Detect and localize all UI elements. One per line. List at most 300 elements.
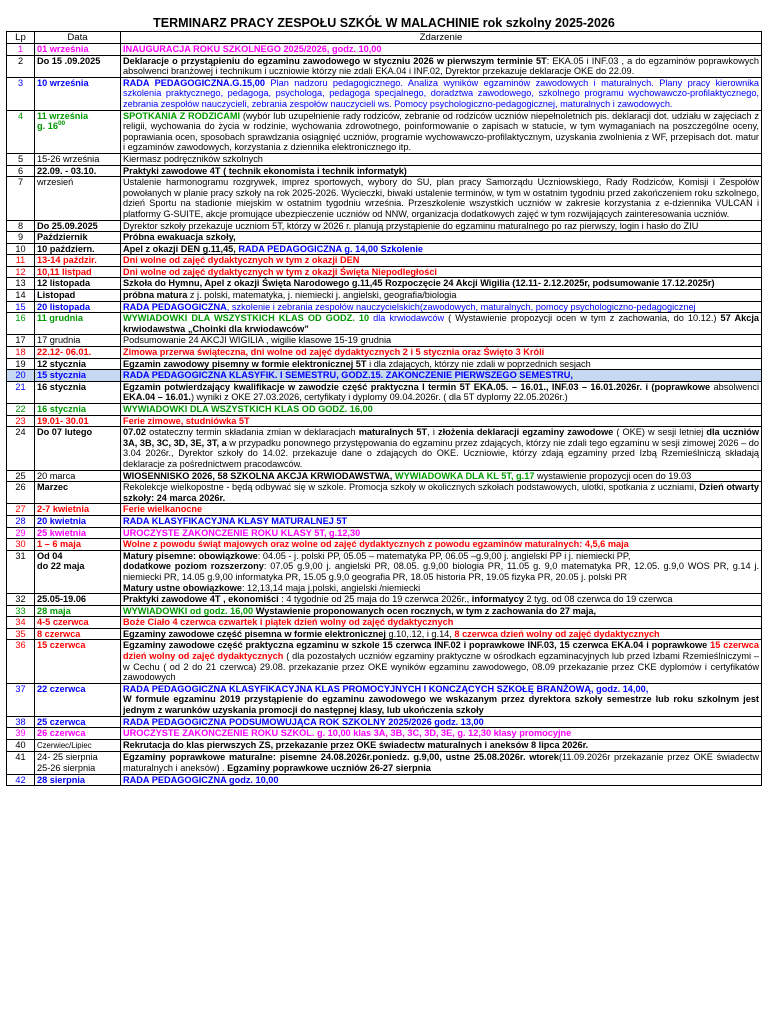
row-date — [35, 55, 121, 77]
text-run: Egzaminy poprawkowe uczniów 26-27 sierpnia — [227, 763, 431, 773]
row-number: 10 — [7, 243, 35, 255]
row-date — [35, 774, 121, 786]
row-event — [121, 153, 762, 165]
text-run: Dzień otwarty szkoły: 24 marca 2026r. — [123, 482, 759, 503]
row-date — [35, 539, 121, 551]
text-run: do 22 maja — [37, 561, 85, 572]
table-row — [7, 335, 762, 347]
row-date — [35, 335, 121, 347]
row-event — [121, 482, 762, 504]
text-run: 57 Akcja krwiodawstwa — [123, 313, 759, 334]
row-date — [35, 110, 121, 153]
row-event — [121, 739, 762, 752]
text-run: Boże Ciało 4 czerwca czwartek i piątek dzień wolny od zajęć dydaktycznych — [123, 617, 454, 628]
row-event — [121, 683, 762, 716]
text-run: Praktyki zawodowe 4T , ekonomiści — [123, 594, 279, 605]
text-run: Kiermasz podręczników szkolnych — [123, 153, 263, 164]
page-title: TERMINARZ PRACY ZESPOŁU SZKÓŁ W MALACHINIE rok szkolny 2025-2026 — [153, 16, 615, 30]
text-run: informatycy — [471, 594, 524, 605]
row-number: 21 — [7, 381, 35, 403]
text-run: wystawienie propozycji ocen do 19.03 — [534, 470, 692, 481]
row-event — [121, 313, 762, 335]
text-run: 10 październ. — [37, 243, 95, 254]
row-number: 34 — [7, 617, 35, 629]
row-number: 6 — [7, 165, 35, 177]
row-number: 37 — [7, 683, 35, 716]
row-event — [121, 594, 762, 606]
text-run: 8 czerwca — [37, 628, 81, 639]
text-run: 22.09. - 03.10. — [37, 165, 97, 176]
text-run: WYWIADOWKI od godz. 16,00 — [123, 605, 254, 616]
table-row — [7, 415, 762, 427]
text-run: 25.05-19.06 — [37, 594, 87, 605]
text-run: 10,11 listpad — [37, 266, 92, 277]
text-run: : EKA.05 i INF.03 , a do egzaminów poprawkowych absolwenci branżowej i technikum i uczniowie którzy nie zdali EKA.04 i INF.02, Dyrektor przekazuje deklaracje OKE do 22.09. — [123, 55, 759, 77]
row-event — [121, 774, 762, 786]
text-run: Egzaminy zawodowe część pisemna w formie elektronicznej — [123, 628, 386, 639]
row-date — [35, 470, 121, 482]
row-date — [35, 739, 121, 752]
row-date — [35, 415, 121, 427]
table-row — [7, 110, 762, 153]
row-date — [35, 347, 121, 359]
row-number: 31 — [7, 550, 35, 593]
text-run: 01 września — [37, 44, 89, 54]
row-date — [35, 482, 121, 504]
text-run: RADA PEDAGOGICZNA.G.15,00 — [123, 77, 265, 88]
table-row — [7, 404, 762, 416]
table-row — [7, 290, 762, 302]
text-run: : 4 tygodnie od 25 maja do 19 czerwca 2026r., — [278, 594, 472, 605]
row-event — [121, 278, 762, 290]
text-run: dla krwiodawców — [373, 313, 445, 324]
row-date — [35, 716, 121, 728]
table-row — [7, 44, 762, 56]
row-date — [35, 594, 121, 606]
row-event — [121, 301, 762, 313]
row-event — [121, 628, 762, 640]
row-event — [121, 232, 762, 244]
text-run: 17 grudnia — [37, 335, 81, 346]
row-number: 26 — [7, 482, 35, 504]
row-number: 13 — [7, 278, 35, 290]
text-run: , szkolenie i zebrania zespołów nauczycielskich(zawodowych, maturalnych, pomocy psychologiczno-pedagogicznej — [226, 301, 696, 312]
text-run: 07.02 — [123, 427, 146, 438]
row-date — [35, 301, 121, 313]
row-number: 9 — [7, 232, 35, 244]
table-row — [7, 370, 762, 382]
row-event — [121, 617, 762, 629]
table-row — [7, 539, 762, 551]
text-run: g. 16 — [37, 121, 58, 132]
row-date — [35, 728, 121, 740]
text-run: Deklaracje o przystąpieniu do egzaminu zawodowego w styczniu 2026 w pierwszym terminie 5T — [123, 55, 547, 66]
row-event — [121, 605, 762, 617]
text-run: dodatkowe poziom rozszerzony — [123, 561, 264, 572]
row-date — [35, 504, 121, 516]
text-run: i dla zdających, którzy nie zdali w poprzednich sesjach — [369, 358, 591, 369]
row-date — [35, 404, 121, 416]
text-run: 16 stycznia — [37, 381, 87, 392]
table-row — [7, 313, 762, 335]
row-event — [121, 177, 762, 220]
row-number: 35 — [7, 628, 35, 640]
text-run: Egzamin zawodowy pisemny w formie elektronicznej 5T — [123, 358, 370, 369]
text-run: 25 czerwca — [37, 716, 86, 727]
row-event — [121, 504, 762, 516]
text-run: 10 września — [37, 77, 89, 88]
row-event — [121, 165, 762, 177]
text-run: Apel z okazji DEN g.11,45, — [123, 243, 239, 254]
table-row — [7, 482, 762, 504]
schedule-table — [6, 31, 762, 786]
text-run: 25-26 sierpnia — [37, 763, 96, 773]
text-run: Do 15 .09.2025 — [37, 55, 101, 66]
row-date — [35, 290, 121, 302]
row-number: 40 — [7, 739, 35, 752]
text-run: Ferie zimowe, studniówka 5T — [123, 415, 250, 426]
text-run: RADA PEDAGOGICZNA godz. 10,00 — [123, 774, 279, 785]
row-number: 19 — [7, 358, 35, 370]
text-run: Rekrutacja do klas pierwszych ZS, przekazanie przez OKE świadectw maturalnych i aneksów 8 lipca 2026r. — [123, 739, 589, 750]
row-number: 14 — [7, 290, 35, 302]
row-event — [121, 44, 762, 56]
text-run: 25 kwietnia — [37, 527, 87, 538]
text-run: : 04.05 - j. polski PP, 05.05 – matematyka PP, 06.05 –g.9,00 j. angielski PP i j. niemiecki PP, — [257, 550, 631, 561]
text-run: 26 czerwca — [37, 728, 86, 739]
text-run: Próbna ewakuacja szkoły, — [123, 232, 236, 243]
row-date — [35, 243, 121, 255]
row-date — [35, 255, 121, 267]
row-event — [121, 243, 762, 255]
text-run: Dni wolne od zajęć dydaktycznych w tym z okazji DEN — [123, 255, 360, 266]
row-number: 18 — [7, 347, 35, 359]
row-date — [35, 683, 121, 716]
row-date — [35, 165, 121, 177]
text-run: Plan nadzoru pedagogicznego. Analiza wyników egzaminów zawodowych i maturalnych. Plany pracy kierownika szkolenia praktycznego, pedagoga, psychologa, pedagoga specjalnego, doradztwa zawodowego, szkolnego programu wychowawczo-profilaktycznego, zebrania zespołów nauczycieli, zebrania zespołów nauczycieli ws. Pomocy psychologiczno-pedagogicznej, maturalnych i zawodowych. — [123, 77, 759, 109]
row-event — [121, 358, 762, 370]
row-date — [35, 640, 121, 683]
text-run: 28 maja — [37, 605, 71, 616]
table-row — [7, 716, 762, 728]
text-run: 20 listopada — [37, 301, 91, 312]
row-number: 32 — [7, 594, 35, 606]
text-run: Podsumowanie 24 AKCJI WIGILIA , wigilie klasowe 15-19 grudnia — [123, 335, 392, 346]
text-run: ) wyniki z OKE 27.03.2026, certyfikaty i dyplomy 09.04.2026r. ( dla 5T dyplomy 22.05.2026r.) — [190, 392, 568, 403]
header-event: Zdarzenie — [121, 32, 762, 44]
text-run: Egzaminy zawodowe część praktyczna egzaminu w szkole 15 czerwca INF.02 i poprawkowe INF.03, 15 czerwca EKA.04 i poprawkowe — [123, 640, 711, 651]
text-run: W formule egzaminu 2019 przystąpienie do egzaminu zawodowego we wskazanym przez dyrektora szkoły semestrze lub roku szkolnym jest jednym z warunków uzyskania promocji do następnej klasy, lub ukończenia szkoły — [123, 694, 759, 716]
table-row — [7, 683, 762, 716]
row-number: 1 — [7, 44, 35, 56]
text-run: próbna matura — [123, 290, 190, 301]
row-number: 39 — [7, 728, 35, 740]
row-event — [121, 427, 762, 470]
table-row — [7, 617, 762, 629]
row-date — [35, 177, 121, 220]
text-run: złożenia deklaracji egzaminy zawodowe — [437, 427, 614, 438]
text-run: RADA PEDAGOGICZNA KLASYFIKACYJNA KLAS PROMOCYJNYCH I KONCZĄCYCH SZKOŁĘ BRANŻOWĄ, godz. 14,00, — [123, 683, 649, 694]
row-number: 25 — [7, 470, 35, 482]
row-number: 29 — [7, 527, 35, 539]
row-event — [121, 266, 762, 278]
table-row — [7, 301, 762, 313]
text-run: Marzec — [37, 482, 69, 493]
text-run: Dyrektor szkoły przekazuje uczniom 5T, którzy w 2026 r. planują przystąpienie do egzaminu maturalnego po raz pierwszy, login i hasło do ZIU — [123, 220, 699, 231]
row-number: 33 — [7, 605, 35, 617]
text-run: 11 września — [37, 110, 89, 121]
row-date — [35, 77, 121, 110]
text-run: Zimowa przerwa świąteczna, dni wolne od zajęć dydaktycznych 2 i 5 stycznia oraz Święto 3 Króli — [123, 347, 545, 358]
table-row — [7, 470, 762, 482]
text-run: 2-7 kwietnia — [37, 504, 90, 515]
header-date: Data — [35, 32, 121, 44]
text-run: Praktyki zawodowe 4T ( technik ekonomista i technik informatyk) — [123, 165, 407, 176]
text-run: INAUGURACJA ROKU SZKOLNEGO 2025/2026, godz. 10,00 — [123, 44, 382, 54]
text-run: Rekolekcje wielkopostne - będą odbywać się w szkole. Promocja szkoły w okolicznych szkołach podstawowych, ulotki, spotkania z uczniami, — [123, 482, 700, 493]
text-run: EKA.04 – 16.01. — [123, 392, 191, 403]
row-date — [35, 44, 121, 56]
text-run: , i — [427, 427, 438, 438]
text-run: (11.09.2026r przekazanie przez OKE świadectw maturalnych i aneksów) . — [123, 752, 759, 773]
table-row — [7, 504, 762, 516]
text-run: Wolne z powodu świąt majowych oraz wolne od zajęć dydaktycznych z powodu egzaminów maturalnych: 4,5,6 maja — [123, 539, 629, 550]
row-date — [35, 381, 121, 403]
row-date — [35, 617, 121, 629]
text-run: ( OKE) w sesji letniej — [613, 427, 707, 438]
row-date — [35, 313, 121, 335]
text-run: Czerwiec/Lipiec — [37, 740, 92, 750]
table-row — [7, 177, 762, 220]
text-run: Egzaminy poprawkowe maturalne: pisemne 24.08.2026r.poniedz. g.9,00, ustne 25.08.2026r. wtorek — [123, 752, 559, 763]
row-date — [35, 278, 121, 290]
table-row — [7, 278, 762, 290]
text-run: 16 stycznia — [37, 404, 87, 414]
table-row — [7, 594, 762, 606]
text-run: UROCZYSTE ZAKONCZENIE ROKU SZKOL. g. 10,00 klas 3A, 3B, 3C, 3D, 3E, g. 12,30 klasy promocyjne — [123, 728, 572, 739]
row-event — [121, 55, 762, 77]
table-row — [7, 628, 762, 640]
row-date — [35, 427, 121, 470]
table-row — [7, 381, 762, 403]
row-event — [121, 381, 762, 403]
text-run: 20 marca — [37, 470, 76, 481]
row-event — [121, 515, 762, 527]
text-run: ( Wystawienie propozycji ocen w tym z zachowania, do 10.12.) — [444, 313, 721, 324]
row-date — [35, 358, 121, 370]
text-run: Do 25.09.2025 — [37, 220, 98, 231]
row-number: 42 — [7, 774, 35, 786]
table-row — [7, 550, 762, 593]
row-number: 23 — [7, 415, 35, 427]
row-number: 15 — [7, 301, 35, 313]
text-run: ( dla pozostałych uczniów egzaminy praktyczne w ośrodkach egzaminacyjnych lub przed Izbami Rzemieślniczymi – w Cechu ( od 2 do 21 czerwca) 29.08. przekazanie przez OKE wyników egzaminu zawodowego, 08.09 przekazanie przez CKE dyplomów i certyfikatów zawodowych — [123, 651, 760, 683]
row-date — [35, 220, 121, 232]
table-row — [7, 427, 762, 470]
row-number: 36 — [7, 640, 35, 683]
row-date — [35, 752, 121, 774]
text-run: 00 — [57, 120, 66, 128]
text-run: 2 tyg. od 08 czerwca do 19 czerwca — [523, 594, 673, 605]
row-event — [121, 220, 762, 232]
text-run: UROCZYSTE ZAKONCZENIE ROKU KLASY 5T, g.12,30 — [123, 527, 361, 538]
text-run: WYWIADOWKI DLA WSZYSTKICH KLAS OD GODZ. 16,00 — [123, 404, 373, 414]
row-event — [121, 77, 762, 110]
text-run: z j. polski, matematyka, j. niemiecki j. angielski, geografia/biologia — [189, 290, 457, 301]
text-run: SPOTKANIA Z RODZICAMI — [123, 110, 241, 121]
table-row — [7, 728, 762, 740]
text-run: 19.01- 30.01 — [37, 415, 89, 426]
table-row — [7, 232, 762, 244]
text-run: 15 stycznia — [37, 370, 87, 381]
table-row — [7, 266, 762, 278]
text-run: WIOSENNISKO 2026, 58 SZKOLNA AKCJA KRWIODAWSTWA, — [123, 470, 395, 481]
text-run: WYWIADOWKI DLA WSZYSTKICH KLAS OD GODZ. 10 — [123, 313, 374, 324]
text-run: WYWIADOWKA DLA KL 5T, g.17 — [394, 470, 535, 481]
text-run: Matury pisemne: obowiązkowe — [123, 550, 258, 561]
text-run: Szkoła do Hymnu, Apel z okazji Święta Narodowego g.11,45 Rozpoczęcie 24 Akcji Wigilia (12.11- 2.12.2025r, podsumowanie 17.12.2025r) — [123, 278, 715, 289]
row-number: 41 — [7, 752, 35, 774]
text-run: 15 czerwca — [37, 640, 86, 651]
table-row — [7, 77, 762, 110]
row-event — [121, 716, 762, 728]
text-run: 11 grudnia — [37, 313, 83, 324]
table-row — [7, 55, 762, 77]
text-run: 20 kwietnia — [37, 515, 87, 526]
table-row — [7, 527, 762, 539]
row-event — [121, 728, 762, 740]
text-run: Egzamin potwierdzający kwalifikacje w zawodzie część praktyczna I termin 5T EKA.05. – 16.01., INF.03 – 16.01.2026r. i (poprawkowe — [123, 381, 714, 392]
text-run: 15 czerwca dzień wolny od zajęć dydaktycznych — [123, 640, 759, 662]
text-run: Ferie wielkanocne — [123, 504, 203, 515]
row-event — [121, 347, 762, 359]
row-event — [121, 470, 762, 482]
text-run: RADA KLASYFIKACYJNA KLASY MATURALNEJ 5T — [123, 515, 348, 526]
table-header-row — [7, 32, 762, 44]
text-run: maturalnych 5T — [358, 427, 428, 438]
row-date — [35, 153, 121, 165]
text-run: Wystawienie proponowanych ocen rocznych, w tym z zachowania do 27 maja, — [253, 605, 597, 616]
text-run: Ustalenie harmonogramu rozgrywek, imprez sportowych, wybory do SU, plan pracy Samorządu Uczniowskiego, Rady Rodziców, Komisji i Zespołów powołanych w planie pracy szkoły na rok 2025-2026. Wycieczki, biwaki ustalenie terminów, w tym w ostatnim tygodniu przed zakończeniem roku szkolnego, dzień Sportu na stadionie miejskim w ostatnim tygodniu września. Przeszkolenie wszystkich uczniów w zakresie korzystania z e-dziennika VULCAN i platformy G-SUITE, akcje promujące ubezpieczenie uczniów od NNW, organizacja dodatkowych zajęć w tym rozwijających zainteresowania uczniów. — [123, 177, 759, 219]
row-number: 3 — [7, 77, 35, 110]
row-number: 16 — [7, 313, 35, 335]
row-number: 2 — [7, 55, 35, 77]
text-run: RADA PEDAGOGICZNA — [123, 301, 227, 312]
row-event — [121, 370, 762, 382]
row-event — [121, 335, 762, 347]
text-run: : 12,13,14 maja j.polski, angielski /niemiecki — [241, 582, 421, 593]
text-run: Listopad — [37, 290, 76, 301]
text-run: „Choinki dla krwiodawców” — [187, 323, 309, 334]
text-run: 4-5 czerwca — [37, 617, 89, 628]
text-run: Dni wolne od zajęć dydaktycznych w tym z okazji Święta Niepodległości — [123, 266, 437, 277]
text-run: 15-26 września — [37, 153, 100, 164]
row-date — [35, 266, 121, 278]
text-run: absolwenci — [713, 381, 759, 392]
text-run: ostateczny termin składania zmian w deklaracjach — [146, 427, 359, 438]
row-date — [35, 232, 121, 244]
row-date — [35, 370, 121, 382]
row-event — [121, 110, 762, 153]
text-run: dla uczniów 3A, 3B, 3C, 3D, 3E, 3T, a — [123, 427, 760, 448]
row-number: 38 — [7, 716, 35, 728]
header-lp: Lp — [7, 32, 35, 44]
row-event — [121, 527, 762, 539]
row-date — [35, 515, 121, 527]
text-run: wrzesień — [37, 177, 74, 188]
row-event — [121, 290, 762, 302]
text-run: RADA PEDAGOGICZNA g. 14,00 Szkolenie — [238, 243, 424, 254]
row-number: 17 — [7, 335, 35, 347]
text-run: 1 – 6 maja — [37, 539, 81, 550]
table-row — [7, 774, 762, 786]
text-run: Do 07 lutego — [37, 427, 93, 438]
row-number: 11 — [7, 255, 35, 267]
text-run: RADA PEDAGOGICZNA PODSUMOWUJĄCA ROK SZKOLNY 2025/2026 godz. 13,00 — [123, 716, 484, 727]
text-run: g.10,.12, i g.14, — [385, 628, 455, 639]
row-number: 20 — [7, 370, 35, 382]
row-event — [121, 415, 762, 427]
text-run: 28 sierpnia — [37, 774, 86, 785]
row-number: 5 — [7, 153, 35, 165]
table-row — [7, 220, 762, 232]
text-run: Od 04 — [37, 550, 63, 561]
text-run: 22.12- 06.01. — [37, 347, 92, 358]
table-row — [7, 165, 762, 177]
row-event — [121, 404, 762, 416]
row-number: 12 — [7, 266, 35, 278]
text-run: 22 czerwca — [37, 683, 86, 694]
row-date — [35, 527, 121, 539]
row-number: 27 — [7, 504, 35, 516]
row-number: 24 — [7, 427, 35, 470]
row-date — [35, 605, 121, 617]
row-event — [121, 640, 762, 683]
text-run: 12 listopada — [37, 278, 91, 289]
row-event — [121, 550, 762, 593]
text-run: Październik — [37, 232, 88, 243]
row-date — [35, 628, 121, 640]
text-run: 8 czerwca dzień wolny od zajęć dydaktycznych — [454, 628, 660, 639]
row-number: 22 — [7, 404, 35, 416]
row-number: 8 — [7, 220, 35, 232]
table-row — [7, 739, 762, 752]
table-row — [7, 605, 762, 617]
table-row — [7, 243, 762, 255]
text-run: (wybór lub uzupełnienie rady rodziców, zebranie od rodziców uczniów niepełnoletnich pis. deklaracji dot. udziału w zajęciach z religii, wychowania do życia w rodzinie, wychowania zdrowotnego, poinformowanie o zapisach w statucie, w tym wymaganiach na poszczególne oceny, poprawiania ocen, sposobach sprawdzania osiągnięć uczniów, programie wychowawczo-profilaktycznym, uzyskania zwolnienia z WF, przepisach dot. matur i egzaminów zawodowych, korzystania z dziennika elektronicznego itp. — [123, 110, 759, 153]
row-event — [121, 539, 762, 551]
row-event — [121, 752, 762, 774]
text-run: w przypadku ponownego przystępowania do egzaminu przez zdających, którzy nie zdali tego egzaminu w sesji zimowej 2026 – do 3.04 2026r., Dyrektor szkoły do 14.02. przekazuje dane o zdających do OKE. Uczniowie, którzy zdają egzaminy przed Izbą Rzemieślniczą składają deklaracje za pośrednictwem pracodawców. — [123, 437, 759, 469]
text-run: 13-14 paździr. — [37, 255, 97, 266]
row-date — [35, 550, 121, 593]
row-number: 30 — [7, 539, 35, 551]
table-row — [7, 358, 762, 370]
text-run: 12 stycznia — [37, 358, 87, 369]
row-event — [121, 255, 762, 267]
text-run: : 07.05 g.9,00 j. angielski PR, 08.05. g.9,00 biologia PR, 11.05 g. 9,0 matematyka PR, 12.05. g.9,0 WOS PR, g.14 j. niemiecki PR, 14.05 g.9,00 informatyka PR, 15.05 g.9,0 geografia PR, 18.05 historia PR, 19.05 fizyka PR, 20.05 j. polski PR — [123, 561, 759, 582]
row-number: 28 — [7, 515, 35, 527]
table-row — [7, 640, 762, 683]
row-number: 4 — [7, 110, 35, 153]
text-run: 24- 25 sierpnia — [37, 752, 98, 763]
table-row — [7, 347, 762, 359]
table-row — [7, 255, 762, 267]
text-run: Matury ustne obowiązkowe — [123, 582, 242, 593]
table-row — [7, 515, 762, 527]
table-row — [7, 752, 762, 774]
text-run: RADA PEDAGOGICZNA KLASYFIK. I SEMESTRU, GODZ.15. ZAKONCZENIE PIERWSZEGO SEMESTRU, — [123, 370, 573, 381]
